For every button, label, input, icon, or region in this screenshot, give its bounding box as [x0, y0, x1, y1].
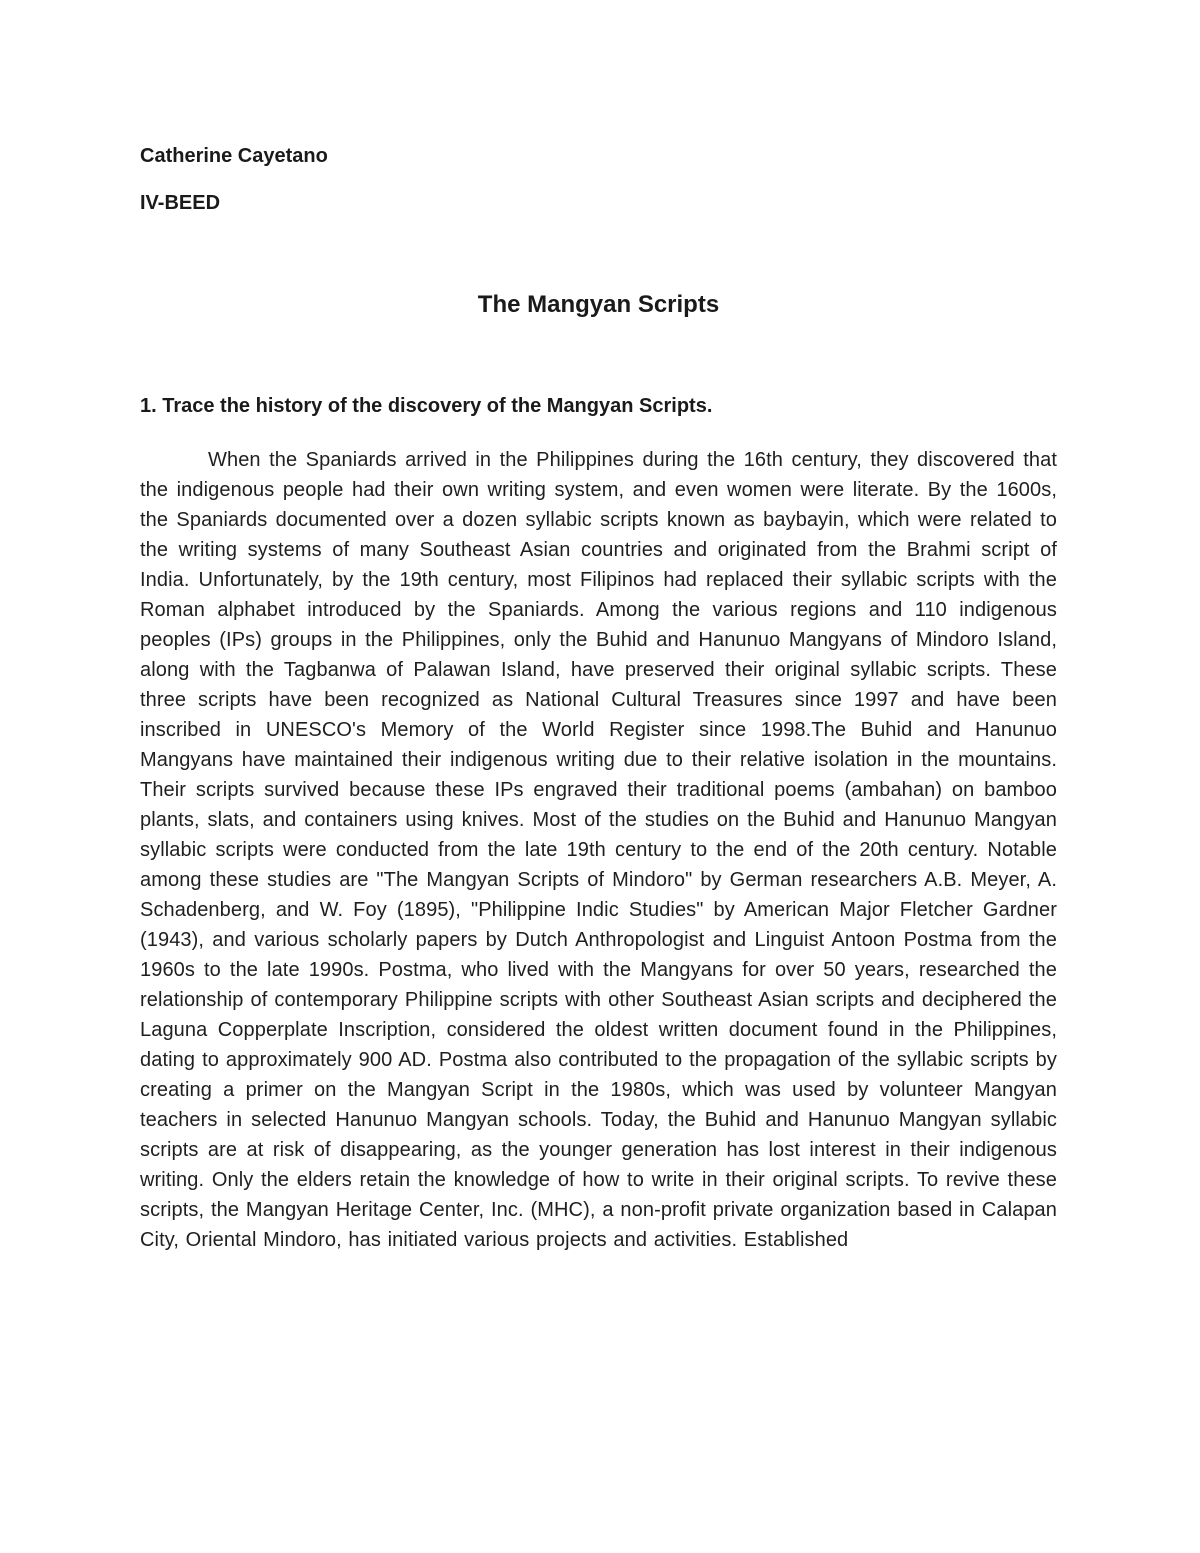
class-section: IV-BEED — [140, 192, 221, 214]
body-paragraph: When the Spaniards arrived in the Philippines during the 16th century, they discovered that the indigenous people had their own writing system, and even women were literate. By the 1600s, the Spaniards documented over a dozen syllabic scripts known as baybayin, which were related to the writing systems of many Southeast Asian countries and originated from the Brahmi script of India. Unfortunately, by the 19th century, most Filipinos had replaced their syllabic scripts with the Roman alphabet introduced by the Spaniards. Among the various regions and 110 indigenous peoples (IPs) groups in the Philippines, only the Buhid and Hanunuo Mangyans of Mindoro Island, along with the Tagbanwa of Palawan Island, have preserved their original syllabic scripts. These three scripts have been recognized as National Cultural Treasures since 1997 and have been inscribed in UNESCO's Memory of the World Register since 1998.The Buhid and Hanunuo Mangyans have maintained their indigenous writing due to their relative isolation in the mountains. Their scripts survived because these IPs engraved their traditional poems (ambahan) on bamboo plants, slats, and containers using knives. Most of the studies on the Buhid and Hanunuo Mangyan syllabic scripts were conducted from the late 19th century to the end of the 20th century. Notable among these studies are "The Mangyan Scripts of Mindoro" by German researchers A.B. Meyer, A. Schadenberg, and W. Foy (1895), "Philippine Indic Studies" by American Major Fletcher Gardner (1943), and various scholarly papers by Dutch Anthropologist and Linguist Antoon Postma from the 1960s to the late 1990s. Postma, who lived with the Mangyans for over 50 years, researched the relationship of contemporary Philippine scripts with other Southeast Asian scripts and deciphered the Laguna Copperplate Inscription, considered the oldest written document found in the Philippines, dating to approximately 900 AD. Postma also contributed to the propagation of the syllabic scripts by creating a primer on the Mangyan Script in the 1980s, which was used by volunteer Mangyan teachers in selected Hanunuo Mangyan schools. Today, the Buhid and Hanunuo Mangyan syllabic scripts are at risk of disappearing, as the younger generation has lost interest in their indigenous writing. Only the elders retain the knowledge of how to write in their original scripts. To revive these scripts, the Mangyan Heritage Center, Inc. (MHC), a non-profit private organization based in Calapan City, Oriental Mindoro, has initiated various projects and activities. Established — [140, 449, 1057, 1251]
question-heading: 1. Trace the history of the discovery of the Mangyan Scripts. — [140, 395, 713, 417]
author-name: Catherine Cayetano — [140, 145, 328, 167]
document-title: The Mangyan Scripts — [477, 291, 720, 318]
